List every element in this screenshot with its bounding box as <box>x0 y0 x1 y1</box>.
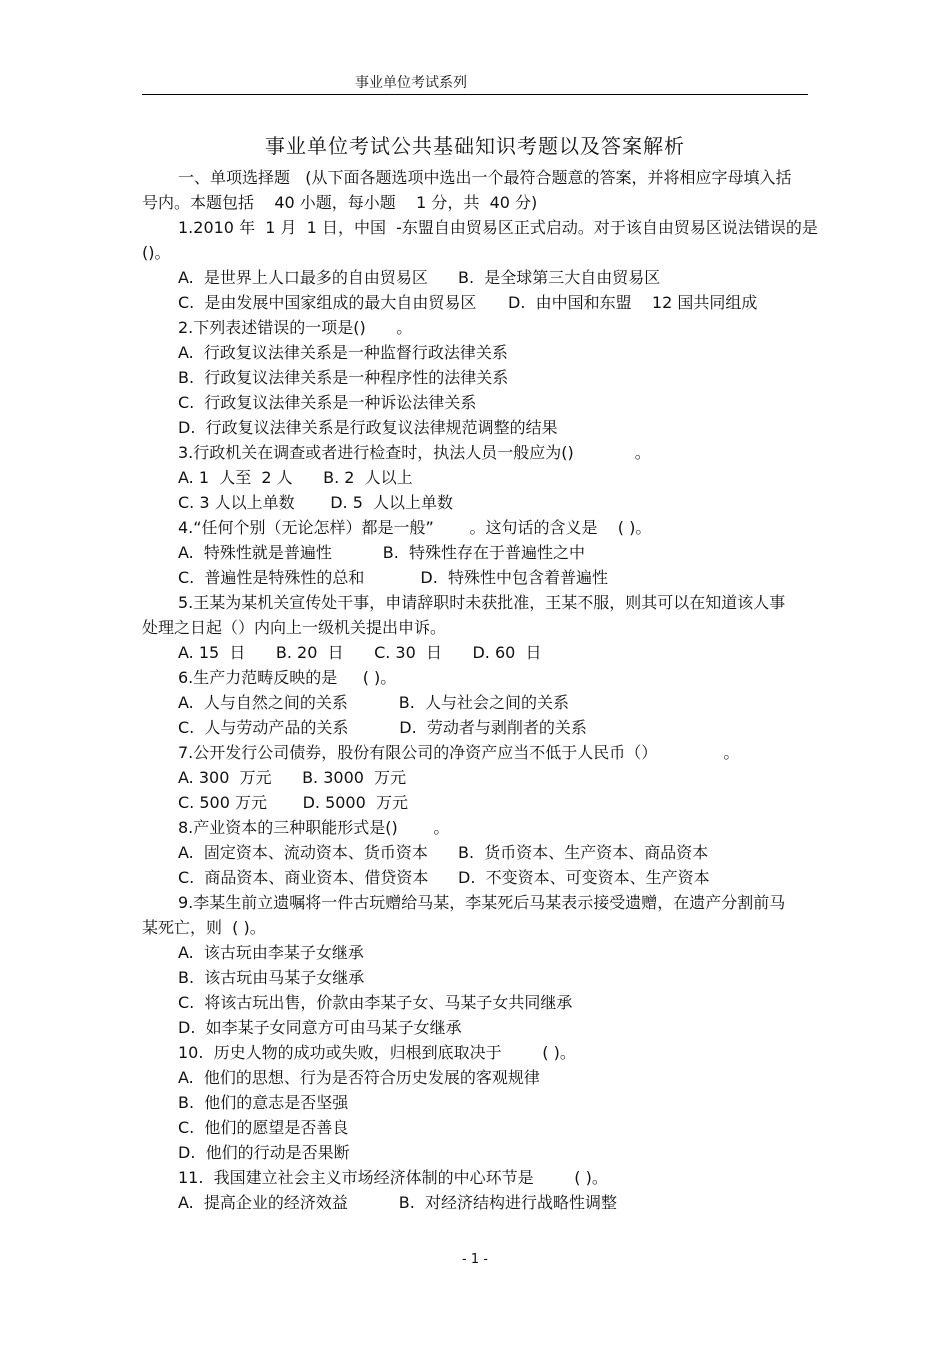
text-line: A. 提高企业的经济效益 B. 对经济结构进行战略性调整 <box>178 1193 618 1212</box>
text-line: A. 该古玩由李某子女继承 <box>178 943 364 962</box>
text-line: 8.产业资本的三种职能形式是() 。 <box>178 818 450 837</box>
text-line: B. 他们的意志是否坚强 <box>178 1093 349 1112</box>
text-line: 一、单项选择题 (从下面各题选项中选出一个最符合题意的答案，并将相应字母填入括 <box>178 168 792 187</box>
text-line: C. 将该古玩出售，价款由李某子女、马某子女共同继承 <box>178 993 573 1012</box>
text-line: D. 行政复议法律关系是行政复议法律规范调整的结果 <box>178 418 558 437</box>
text-line: D. 如李某子女同意方可由马某子女继承 <box>178 1018 462 1037</box>
text-line: 1.2010 年 1 月 1 日，中国 -东盟自由贸易区正式启动。对于该自由贸易区说法错误的是 <box>178 218 818 237</box>
text-line: C. 普遍性是特殊性的总和 D. 特殊性中包含着普遍性 <box>178 568 608 587</box>
text-line: 3.行政机关在调查或者进行检查时，执法人员一般应为() 。 <box>178 443 651 462</box>
text-line: C. 人与劳动产品的关系 D. 劳动者与剥削者的关系 <box>178 718 587 737</box>
text-line: C. 500 万元 D. 5000 万元 <box>178 793 408 812</box>
text-line: 4.“任何个别（无论怎样）都是一般” 。这句话的含义是 ( )。 <box>178 518 652 537</box>
text-line: A. 1 人至 2 人 B. 2 人以上 <box>178 468 413 487</box>
text-line: D. 不变资本、可变资本、生产资本 <box>458 868 710 887</box>
text-line: C. 他们的愿望是否善良 <box>178 1118 349 1137</box>
text-line: B. 该古玩由马某子女继承 <box>178 968 365 987</box>
text-line: B. 货币资本、生产资本、商品资本 <box>458 843 709 862</box>
text-line: 11. 我国建立社会主义市场经济体制的中心环节是 ( )。 <box>178 1168 608 1187</box>
text-line: 6.生产力范畴反映的是 ( )。 <box>178 668 397 687</box>
text-line: A. 300 万元 B. 3000 万元 <box>178 768 407 787</box>
text-line: A. 人与自然之间的关系 B. 人与社会之间的关系 <box>178 693 570 712</box>
text-line: ()。 <box>142 243 171 262</box>
text-line: A. 是世界上人口最多的自由贸易区 <box>178 268 428 287</box>
header-rule <box>142 94 808 95</box>
document-title: 事业单位考试公共基础知识考题以及答案解析 <box>265 134 685 158</box>
text-line: 2.下列表述错误的一项是() 。 <box>178 318 413 337</box>
text-line: 10. 历史人物的成功或失败，归根到底取决于 ( )。 <box>178 1043 576 1062</box>
text-line: B. 是全球第三大自由贸易区 <box>458 268 661 287</box>
text-line: A. 特殊性就是普遍性 B. 特殊性存在于普遍性之中 <box>178 543 586 562</box>
text-line: A. 他们的思想、行为是否符合历史发展的客观规律 <box>178 1068 540 1087</box>
text-line: C. 3 人以上单数 D. 5 人以上单数 <box>178 493 454 512</box>
text-line: 9.李某生前立遗嘱将一件古玩赠给马某，李某死后马某表示接受遗赠，在遗产分割前马 <box>178 893 786 912</box>
text-line: C. 是由发展中国家组成的最大自由贸易区 <box>178 293 477 312</box>
text-line: A. 15 日 B. 20 日 C. 30 日 D. 60 日 <box>178 643 542 662</box>
text-line: 7.公开发行公司债券，股份有限公司的净资产应当不低于人民币（） 。 <box>178 743 740 762</box>
text-line: 处理之日起（）内向上一级机关提出申诉。 <box>142 618 447 637</box>
running-header: 事业单位考试系列 <box>355 75 467 91</box>
text-line: D. 他们的行动是否果断 <box>178 1143 350 1162</box>
text-line: 号内。本题包括 40 小题，每小题 1 分，共 40 分) <box>142 193 538 212</box>
text-line: 5.王某为某机关宣传处干事，申请辞职时未获批准，王某不服，则其可以在知道该人事 <box>178 593 786 612</box>
text-line: 某死亡，则 ( )。 <box>142 918 266 937</box>
text-line: B. 行政复议法律关系是一种程序性的法律关系 <box>178 368 509 387</box>
page-number: - 1 - <box>462 1252 488 1267</box>
text-line: A. 固定资本、流动资本、货币资本 <box>178 843 428 862</box>
text-line: C. 商品资本、商业资本、借贷资本 <box>178 868 429 887</box>
text-line: A. 行政复议法律关系是一种监督行政法律关系 <box>178 343 508 362</box>
text-line: D. 由中国和东盟 12 国共同组成 <box>508 293 758 312</box>
text-line: C. 行政复议法律关系是一种诉讼法律关系 <box>178 393 477 412</box>
